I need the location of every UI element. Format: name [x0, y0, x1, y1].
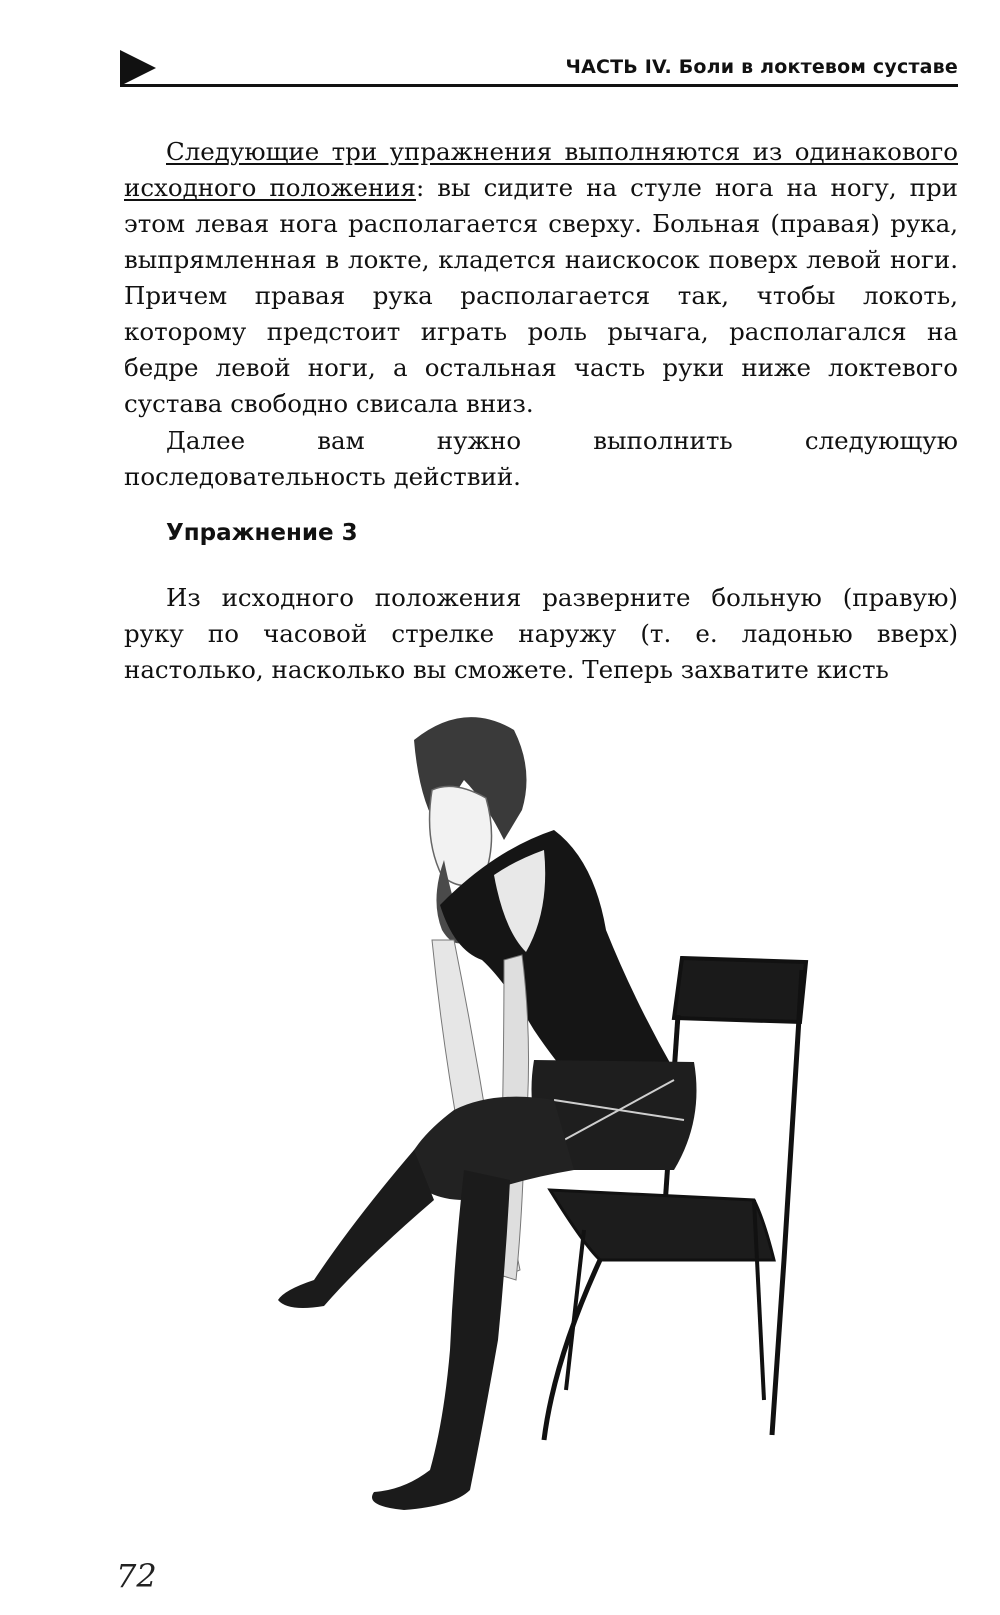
paragraph-intro-text: : вы сидите на стуле нога на ногу, при этом левая нога располагается сверху. Больная (правая) рука, выпрямленная в локте, кладется наискосок поверх левой ноги. Причем правая рука располагается так, чтобы локоть, которому предстоит играть роль рычага, располагался на бедре левой ноги, а остальная часть руки ниже локтевого сустава свободно свисала вниз.: [124, 173, 959, 418]
exercise-photo: [254, 700, 904, 1560]
header-triangle-marker: [120, 50, 156, 86]
underlined-phrase: Следующие три упражнения выполняются из одинакового исходного положения: [124, 137, 958, 202]
paragraph-sequence-text: Далее вам нужно выполнить следующую последовательность действий.: [124, 426, 958, 491]
exercise-heading: Упражнение 3: [166, 520, 358, 546]
paragraph-exercise: [124, 580, 958, 688]
paragraph-sequence: [124, 423, 958, 495]
paragraph-exercise-text: Из исходного положения разверните больную (правую) руку по часовой стрелке наружу (т. е. ладонью вверх) настолько, насколько вы сможете. Теперь захватите кисть: [124, 583, 958, 684]
paragraph-intro: [124, 134, 958, 422]
running-head: ЧАСТЬ IV. Боли в локтевом суставе: [565, 56, 958, 78]
page-number: 72: [116, 1557, 157, 1595]
header-rule: [120, 84, 958, 87]
woman-figure: [278, 717, 697, 1510]
